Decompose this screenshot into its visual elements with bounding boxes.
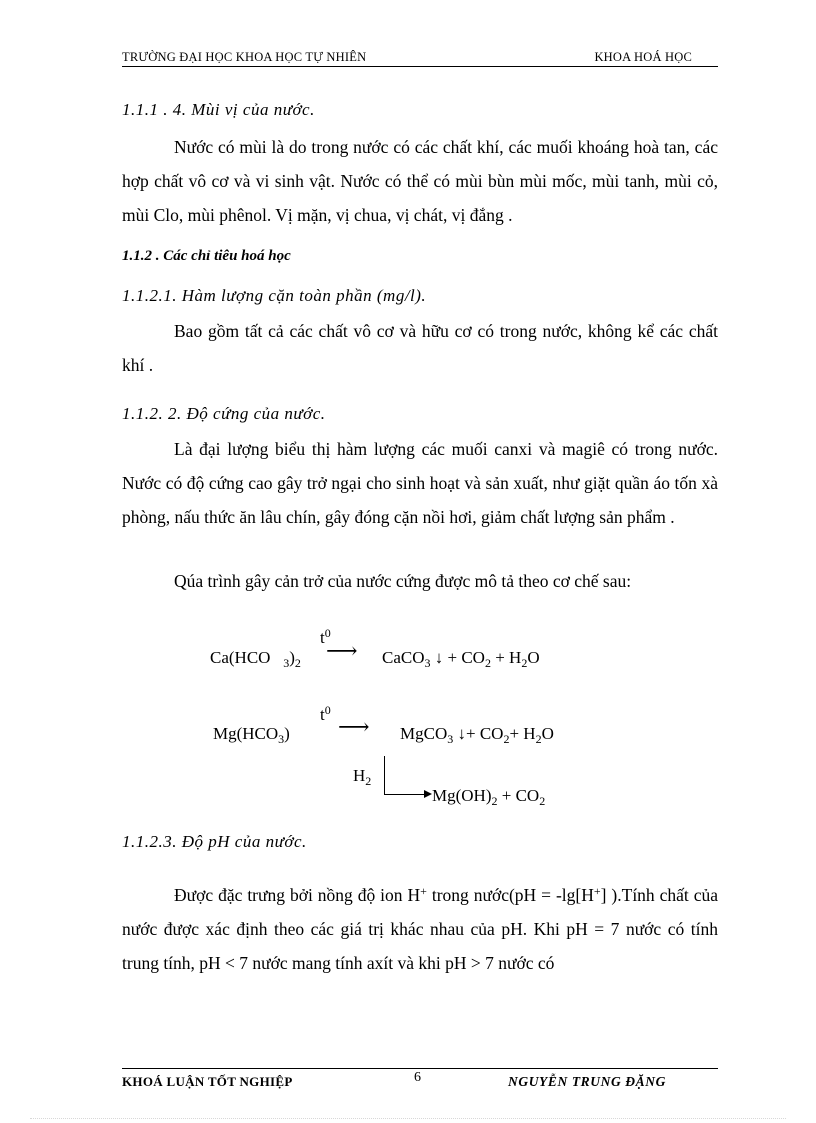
footer-author: NGUYỄN TRUNG ĐẶNG xyxy=(508,1074,666,1089)
header-faculty: KHOA HOÁ HỌC xyxy=(594,50,692,64)
footer-rule xyxy=(122,1068,718,1069)
paragraph-hardness xyxy=(122,432,718,534)
eq2-products: MgCO$_3$ ↓+ $CO_2+ H_2O$ xyxy=(400,724,554,746)
heading-taste-smell: 1.1.1 . 4. Mùi vị của nước. xyxy=(122,100,315,119)
page-header xyxy=(122,50,718,67)
paragraph-ph: Được đặc trưng bởi nồng độ ion H+ trong nước(pH = -lg[H+] ).Tính chất của nước được xác định theo các giá trị khác nhau của pH. Khi pH = 7 nước có tính trung tính, pH < 7 nước mang tính axít và khi pH > 7 nước có xyxy=(122,884,719,973)
paragraph-taste-smell xyxy=(122,130,718,232)
branch-horizontal-line xyxy=(384,794,426,795)
eq1-reactant: Ca(HCO $_3)_2$ xyxy=(210,648,301,670)
branch-label: $H_2$ xyxy=(353,766,372,788)
paragraph-hardness-mechanism-text: Qúa trình gây cản trở của nước cứng được mô tả theo cơ chế sau: xyxy=(174,571,632,591)
header-university: TRƯỜNG ĐẠI HỌC KHOA HỌC TỰ NHIÊN xyxy=(122,50,367,64)
paragraph-taste-smell-text: Nước có mùi là do trong nước có các chất khí, các muối khoáng hoà tan, các hợp chất vô cơ và vi sinh vật. Nước có thể có mùi bùn mùi mốc, mùi tanh, mùi cỏ, mùi Clo, mùi phênol. Vị mặn, vị chua, vị chát, vị đắng . xyxy=(122,137,718,225)
branch-products: $Mg(OH)_2 + CO_2$ xyxy=(432,786,546,808)
branch-vertical-line xyxy=(384,756,385,794)
heading-ph: 1.1.2.3. Độ pH của nước. xyxy=(122,832,307,851)
page-number: 6 xyxy=(414,1070,421,1085)
eq2-reactant: $Mg(HCO_3)$ xyxy=(213,724,290,746)
eq2-condition: $t^0$ xyxy=(320,703,331,724)
heading-hardness: 1.1.2. 2. Độ cứng của nước. xyxy=(122,404,326,423)
eq1-arrow-icon: ⟶ xyxy=(326,638,358,663)
branch-arrowhead-icon xyxy=(424,790,432,798)
page-bottom-border xyxy=(30,1118,786,1119)
heading-chemical-criteria: 1.1.2 . Các chỉ tiêu hoá học xyxy=(122,248,291,264)
paragraph-total-residue-text: Bao gồm tất cả các chất vô cơ và hữu cơ có trong nước, không kể các chất khí . xyxy=(122,321,718,375)
footer-thesis-label: KHOÁ LUẬN TỐT NGHIỆP xyxy=(122,1074,293,1089)
heading-total-residue: 1.1.2.1. Hàm lượng cặn toàn phần (mg/l). xyxy=(122,286,427,305)
eq1-products: CaCO$_3$ ↓ + $CO_2 + H_2O$ xyxy=(382,648,540,670)
paragraph-total-residue xyxy=(122,314,718,382)
eq2-arrow-icon: ⟶ xyxy=(338,714,370,739)
eq1-condition: $t^0$ xyxy=(320,626,331,647)
paragraph-hardness-mechanism xyxy=(122,564,718,598)
paragraph-hardness-text: Là đại lượng biểu thị hàm lượng các muối canxi và magiê có trong nước. Nước có độ cứng cao gây trở ngại cho sinh hoạt và sản xuất, như giặt quần áo tốn xà phòng, nấu thức ăn lâu chín, gây đóng cặn nồi hơi, giảm chất lượng sản phẩm . xyxy=(122,439,718,527)
